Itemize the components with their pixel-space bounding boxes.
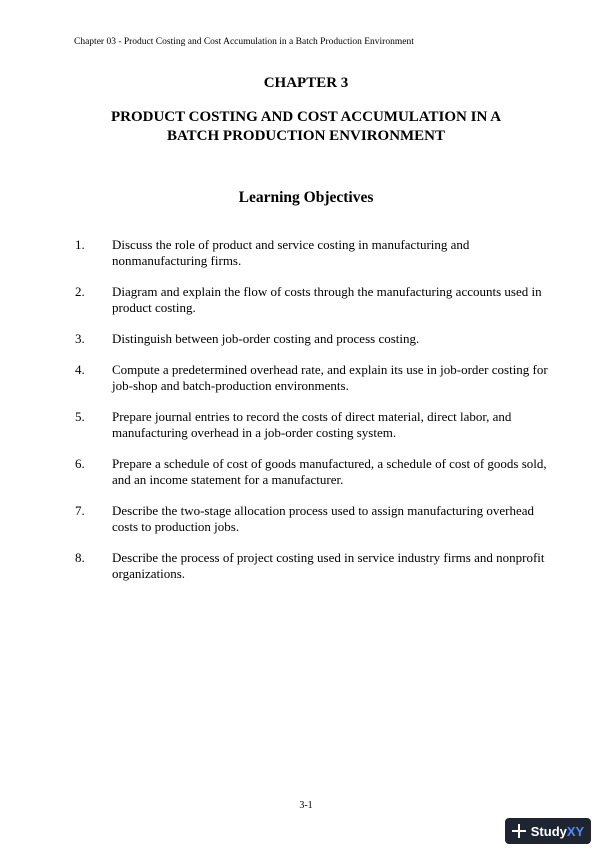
studyxy-watermark[interactable]: [505, 818, 591, 844]
objective-item: [75, 409, 555, 441]
objective-number: 7.: [75, 503, 85, 518]
objective-text: Distinguish between job-order costing and process costing.: [112, 331, 420, 346]
objective-number: 4.: [75, 362, 85, 377]
objective-text: Describe the process of project costing used in service industry firms and nonprofit organizations.: [112, 550, 545, 581]
objective-number: 8.: [75, 550, 85, 565]
running-header: Chapter 03 - Product Costing and Cost Accumulation in a Batch Production Environment: [74, 37, 414, 47]
objective-number: 3.: [75, 331, 85, 346]
objective-text: Diagram and explain the flow of costs through the manufacturing accounts used in product costing.: [112, 284, 542, 315]
objective-item: [75, 456, 555, 488]
watermark-brand-accent: XY: [566, 823, 585, 839]
objective-item: [75, 503, 555, 535]
objective-item: [75, 331, 555, 347]
learning-objectives-heading: Learning Objectives: [238, 189, 374, 206]
chapter-title-line-2: BATCH PRODUCTION ENVIRONMENT: [166, 128, 446, 144]
chapter-number: CHAPTER 3: [263, 75, 349, 91]
objective-item: [75, 550, 555, 582]
objective-text: Discuss the role of product and service costing in manufacturing and nonmanufacturing firms.: [112, 237, 470, 268]
objective-text: Compute a predetermined overhead rate, and explain its use in job-order costing for job-shop and batch-production environments.: [112, 362, 548, 393]
objective-number: 5.: [75, 409, 85, 424]
objective-item: [75, 362, 555, 394]
objective-number: 2.: [75, 284, 85, 299]
objective-text: Prepare journal entries to record the costs of direct material, direct labor, and manufacturing overhead in a job-order costing system.: [112, 409, 512, 440]
chapter-title-line-1: PRODUCT COSTING AND COST ACCUMULATION IN A: [110, 109, 502, 125]
watermark-brand-main: Study: [530, 823, 567, 839]
objective-number: 1.: [75, 237, 85, 252]
objective-item: [75, 284, 555, 316]
plus-icon: [512, 824, 526, 838]
page-number: 3-1: [299, 800, 313, 811]
chapter-title: [0, 108, 612, 146]
objective-number: 6.: [75, 456, 85, 471]
objective-text: Prepare a schedule of cost of goods manufactured, a schedule of cost of goods sold, and an income statement for a manufacturer.: [112, 456, 547, 487]
learning-objectives-list: [75, 237, 555, 597]
objective-item: [75, 237, 555, 269]
watermark-brand: [531, 824, 584, 839]
objective-text: Describe the two-stage allocation process used to assign manufacturing overhead costs to production jobs.: [112, 503, 534, 534]
